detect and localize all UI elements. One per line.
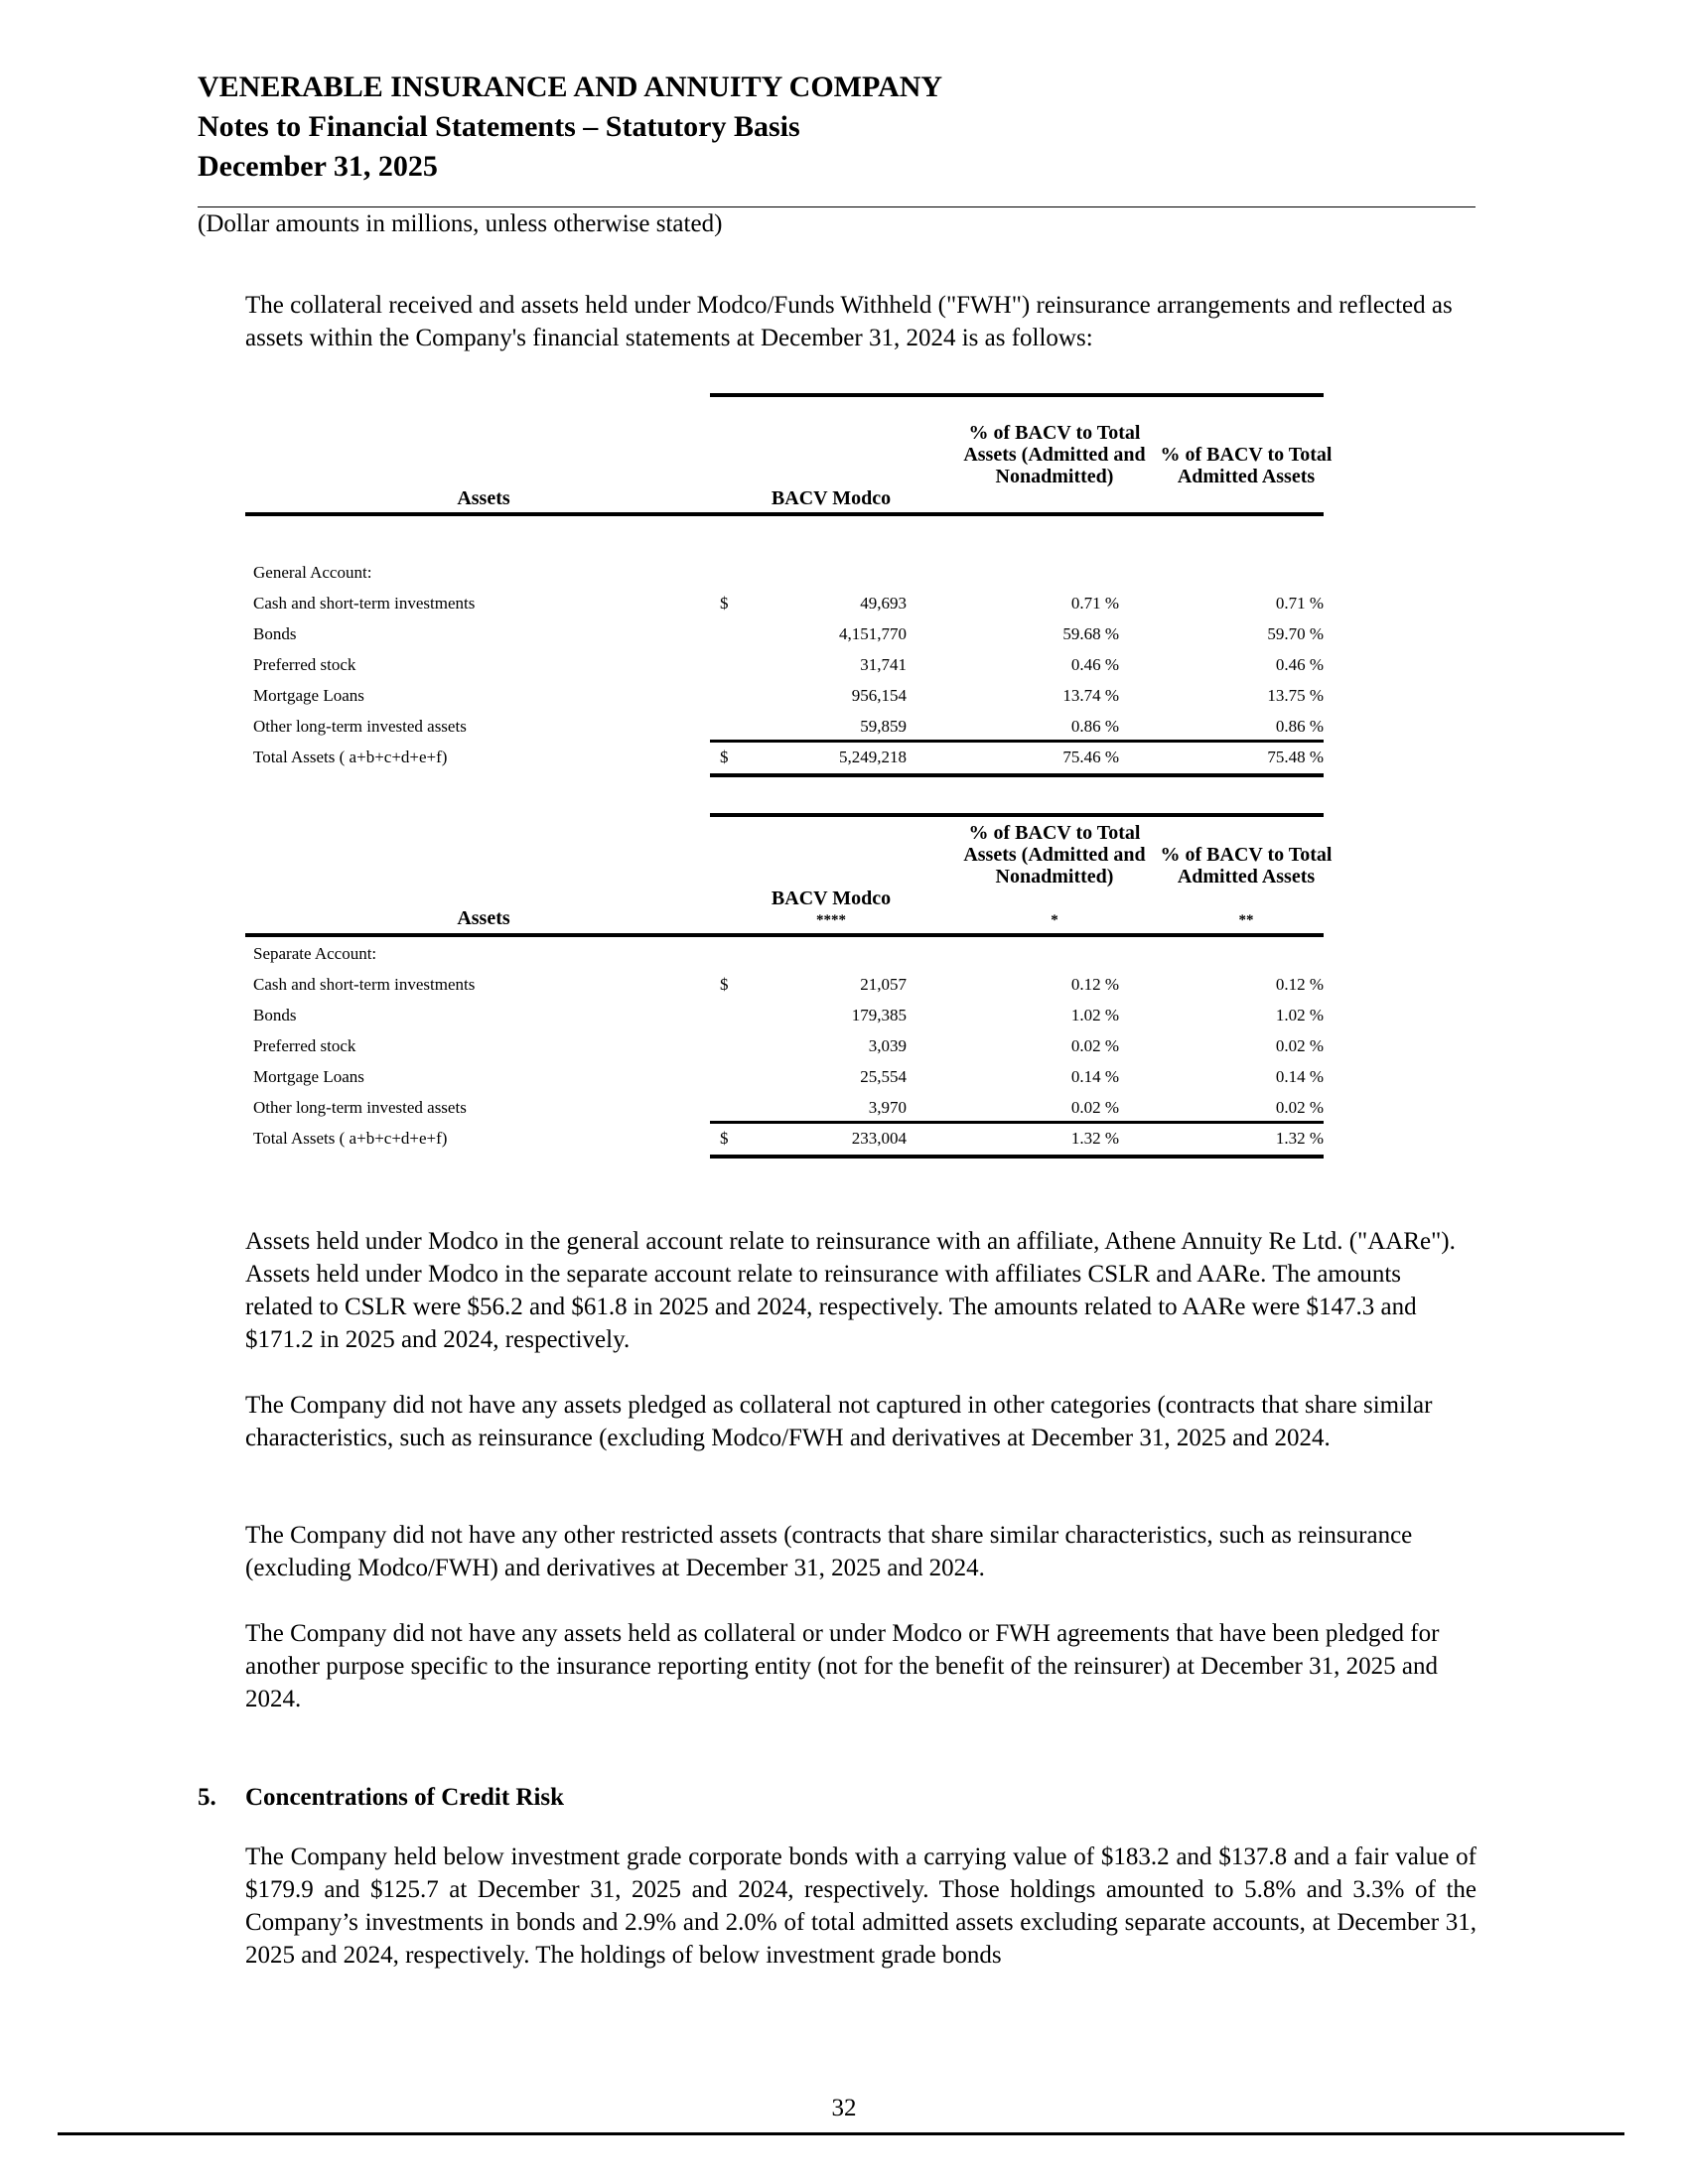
row-label: Other long-term invested assets <box>253 1098 467 1117</box>
table-row <box>245 1001 1324 1030</box>
company-name: VENERABLE INSURANCE AND ANNUITY COMPANY <box>198 70 943 103</box>
header-bottom-rule <box>245 512 1324 516</box>
table-row <box>245 681 1324 711</box>
bacv-value: 25,554 <box>860 1067 907 1086</box>
col-header-assets: Assets <box>457 907 510 929</box>
table-top-rule <box>710 813 1324 817</box>
pct-admitted-value: 59.70 % <box>1267 624 1324 643</box>
pct-admitted-value: 0.46 % <box>1275 655 1324 674</box>
pct-total-value: 0.02 % <box>1070 1036 1119 1055</box>
credit-risk-paragraph: The Company held below investment grade corporate bonds with a carrying value of $183.2 and $137.8 and a fair value of $179.9 and $125.7 at December 31, 2025 and 2024, respectively. Those holdings amounted to 5.8% and 3.3% of the Company’s investments in bonds and 2.9% and 2.0% of total admitted assets excluding separate accounts, at December 31, 2025 and 2024, respectively. The holdings of below investment grade bonds <box>245 1843 1477 1969</box>
col-header-bacv: BACV Modco <box>771 887 892 909</box>
bacv-value: 3,039 <box>868 1036 907 1055</box>
bacv-value: 956,154 <box>851 686 907 705</box>
dollar-sign: $ <box>720 748 729 766</box>
header-bottom-rule <box>245 933 1324 937</box>
row-label: Bonds <box>253 624 297 643</box>
pct-admitted-value: 0.02 % <box>1275 1036 1324 1055</box>
pct-admitted-value: 1.32 % <box>1275 1129 1324 1148</box>
row-label: Cash and short-term investments <box>253 975 476 994</box>
col-note-bacv: **** <box>816 912 846 928</box>
total-rule <box>710 773 1324 777</box>
intro-paragraph: The collateral received and assets held under Modco/Funds Withheld ("FWH") reinsurance arrangements and reflected as assets within the Company's financial statements at December 31, 2024 is as follows: <box>245 292 1453 351</box>
pct-admitted-value: 0.86 % <box>1275 717 1324 736</box>
table-row <box>245 589 1324 618</box>
modco-paragraph: Assets held under Modco in the general account relate to reinsurance with an affiliate, Athene Annuity Re Ltd. ("AARe"). Assets held under Modco in the separate account relate to reinsurance with affiliates CSLR and AARe. The amounts related to CSLR were $56.2 and $61.8 in 2025 and 2024, respectively. The amounts related to AARe were $147.3 and $171.2 in 2025 and 2024, respectively. <box>245 1228 1456 1353</box>
pct-admitted-value: 0.71 % <box>1275 594 1324 613</box>
pct-total-value: 0.14 % <box>1070 1067 1119 1086</box>
row-label: Cash and short-term investments <box>253 594 476 613</box>
table-row <box>245 1031 1324 1061</box>
footer-rule <box>58 2132 1624 2135</box>
restricted-assets-paragraph: The Company did not have any other restricted assets (contracts that share similar characteristics, such as reinsurance (excluding Modco/FWH) and derivatives at December 31, 2025 and 2024. <box>245 1522 1413 1581</box>
pct-admitted-value: 1.02 % <box>1275 1006 1324 1024</box>
units-note: (Dollar amounts in millions, unless otherwise stated) <box>198 210 723 237</box>
total-row <box>245 1124 1324 1154</box>
row-label: Total Assets ( a+b+c+d+e+f) <box>253 748 448 766</box>
pct-total-value: 75.46 % <box>1062 748 1119 766</box>
section-label: General Account: <box>253 563 372 582</box>
col-header-pct-admitted: % of BACV to Total Admitted Assets <box>1160 844 1333 887</box>
row-label: Total Assets ( a+b+c+d+e+f) <box>253 1129 448 1148</box>
col-header-bacv: BACV Modco <box>771 487 892 509</box>
table-row <box>245 970 1324 1000</box>
table-row <box>245 619 1324 649</box>
table-row <box>245 650 1324 680</box>
row-label: Mortgage Loans <box>253 1067 364 1086</box>
pct-admitted-value: 0.14 % <box>1275 1067 1324 1086</box>
collateral-pledged-paragraph: The Company did not have any assets held as collateral or under Modco or FWH agreements that have been pledged for another purpose specific to the insurance reporting entity (not for the benefit of the reinsurer) at December 31, 2025 and 2024. <box>245 1620 1440 1712</box>
row-label: Other long-term invested assets <box>253 717 467 736</box>
bacv-value: 233,004 <box>851 1129 907 1148</box>
col-note-pct-admitted: ** <box>1238 912 1254 928</box>
col-note-pct-total: * <box>1051 912 1058 928</box>
section-label: Separate Account: <box>253 944 377 963</box>
total-row <box>245 743 1324 772</box>
pct-admitted-value: 13.75 % <box>1267 686 1324 705</box>
dollar-sign: $ <box>720 1129 729 1148</box>
pct-total-value: 1.32 % <box>1070 1129 1119 1148</box>
pct-total-value: 1.02 % <box>1070 1006 1119 1024</box>
page-number: 32 <box>831 2095 857 2121</box>
pct-total-value: 0.86 % <box>1070 717 1119 736</box>
bacv-value: 5,249,218 <box>839 748 907 766</box>
document-subtitle: Notes to Financial Statements – Statutory Basis <box>198 110 800 143</box>
row-label: Bonds <box>253 1006 297 1024</box>
bacv-value: 49,693 <box>860 594 907 613</box>
bacv-value: 3,970 <box>868 1098 907 1117</box>
total-rule <box>710 1155 1324 1159</box>
row-label: Preferred stock <box>253 1036 356 1055</box>
col-header-assets: Assets <box>457 487 510 509</box>
col-header-pct-total: % of BACV to Total Assets (Admitted and Nonadmitted) <box>963 422 1146 487</box>
pct-total-value: 0.46 % <box>1070 655 1119 674</box>
row-label: Preferred stock <box>253 655 356 674</box>
pct-admitted-value: 0.02 % <box>1275 1098 1324 1117</box>
table-row <box>245 712 1324 742</box>
bacv-value: 21,057 <box>860 975 907 994</box>
pct-admitted-value: 0.12 % <box>1275 975 1324 994</box>
pct-total-value: 59.68 % <box>1062 624 1119 643</box>
section-title: Concentrations of Credit Risk <box>245 1784 565 1811</box>
pct-total-value: 0.12 % <box>1070 975 1119 994</box>
document-date: December 31, 2025 <box>198 150 438 183</box>
pct-total-value: 0.71 % <box>1070 594 1119 613</box>
col-header-pct-total: % of BACV to Total Assets (Admitted and Nonadmitted) <box>963 822 1146 887</box>
row-label: Mortgage Loans <box>253 686 364 705</box>
header-divider <box>198 206 1476 207</box>
pct-total-value: 13.74 % <box>1062 686 1119 705</box>
table-row <box>245 1093 1324 1123</box>
separate-account-table <box>245 813 1333 1160</box>
pct-total-value: 0.02 % <box>1070 1098 1119 1117</box>
dollar-sign: $ <box>720 594 729 613</box>
general-account-table <box>245 393 1333 780</box>
bacv-value: 59,859 <box>860 717 907 736</box>
bacv-value: 4,151,770 <box>839 624 907 643</box>
section-number: 5. <box>198 1784 216 1811</box>
dollar-sign: $ <box>720 975 729 994</box>
pct-admitted-value: 75.48 % <box>1267 748 1324 766</box>
table-row <box>245 1062 1324 1092</box>
pledged-collateral-paragraph: The Company did not have any assets pledged as collateral not captured in other categories (contracts that share similar characteristics, such as reinsurance (excluding Modco/FWH and derivatives at December 31, 2025 and 2024. <box>245 1392 1433 1451</box>
table-top-rule <box>710 393 1324 397</box>
bacv-value: 179,385 <box>851 1006 907 1024</box>
col-header-pct-admitted: % of BACV to Total Admitted Assets <box>1160 444 1333 487</box>
bacv-value: 31,741 <box>860 655 907 674</box>
